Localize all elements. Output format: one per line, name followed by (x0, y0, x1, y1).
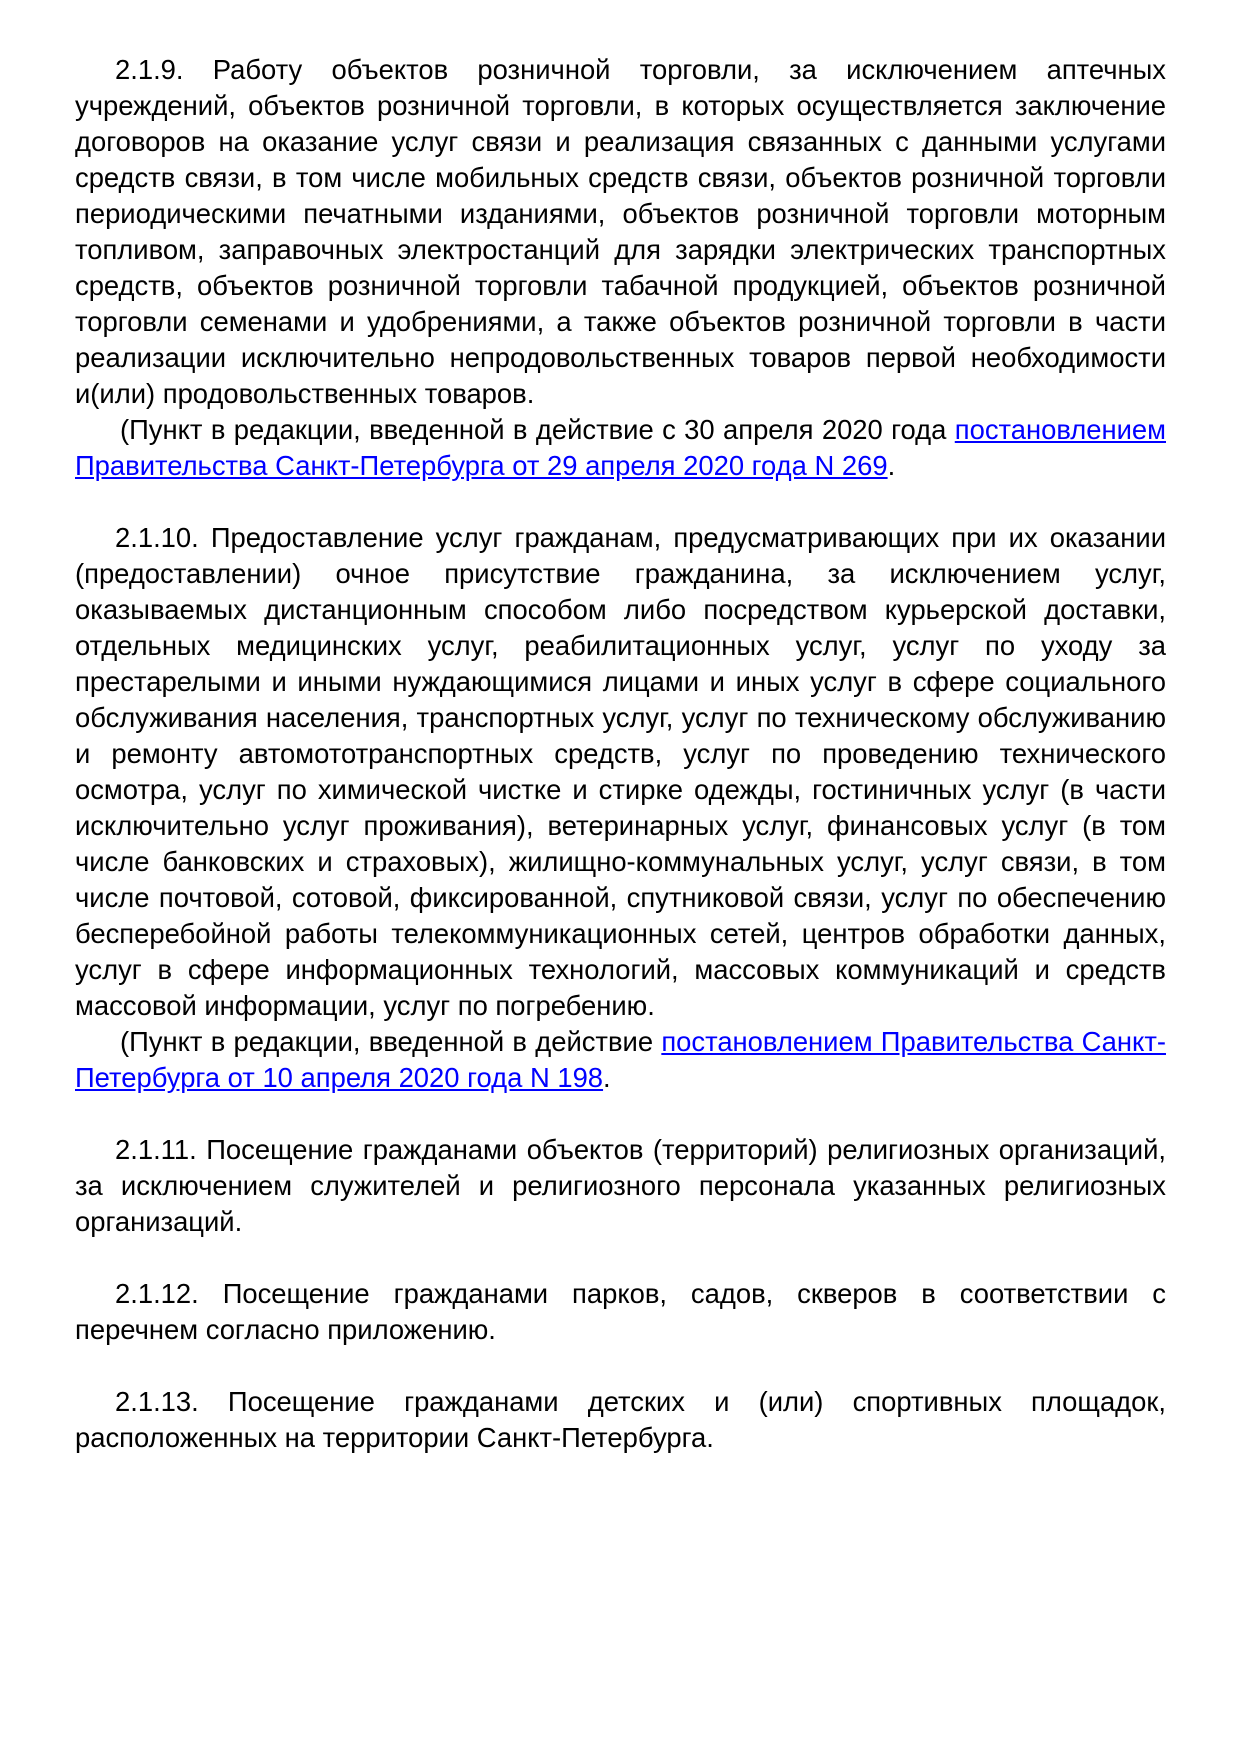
amendment-note-prefix: (Пункт в редакции, введенной в действие (120, 1026, 662, 1057)
clause-2-1-13: 2.1.13. Посещение гражданами детских и (или) спортивных площадок, расположенных на территории Санкт-Петербурга. (75, 1386, 1166, 1453)
decree-link-198[interactable]: постановлением Правительства Санкт-Петербурга от 10 апреля 2020 года N 198 (75, 1026, 1166, 1093)
amendment-note-suffix: . (603, 1062, 611, 1093)
amendment-note-prefix: (Пункт в редакции, введенной в действие с 30 апреля 2020 года (120, 414, 955, 445)
amendment-note-2-1-9 (75, 412, 1166, 484)
clause-2-1-11: 2.1.11. Посещение гражданами объектов (территорий) религиозных организаций, за исключением служителей и религиозного персонала указанных религиозных организаций. (75, 1134, 1166, 1237)
document-body (75, 52, 1166, 1456)
decree-link-269[interactable]: постановлением Правительства Санкт-Петербурга от 29 апреля 2020 года N 269 (75, 414, 1166, 481)
clause-2-1-10: 2.1.10. Предоставление услуг гражданам, предусматривающих при их оказании (предоставлении) очное присутствие гражданина, за исключением услуг, оказываемых дистанционным способом либо посредством курьерской доставки, отдельных медицинских услуг, реабилитационных услуг, услуг по уходу за престарелыми и иными нуждающимися лицами и иных услуг в сфере социального обслуживания населения, транспортных услуг, услуг по техническому обслуживанию и ремонту автомототранспортных средств, услуг по проведению технического осмотра, услуг по химической чистке и стирке одежды, гостиничных услуг (в части исключительно услуг проживания), ветеринарных услуг, финансовых услуг (в том числе банковских и страховых), жилищно-коммунальных услуг, услуг связи, в том числе почтовой, сотовой, фиксированной, спутниковой связи, услуг по обеспечению бесперебойной работы телекоммуникационных сетей, центров обработки данных, услуг в сфере информационных технологий, массовых коммуникаций и средств массовой информации, услуг по погребению. (75, 522, 1166, 1021)
amendment-note-2-1-10 (75, 1024, 1166, 1096)
amendment-note-suffix: . (887, 450, 896, 481)
clause-2-1-9: 2.1.9. Работу объектов розничной торговли, за исключением аптечных учреждений, объектов розничной торговли, в которых осуществляется заключение договоров на оказание услуг связи и реализация связанных с данными услугами средств связи, в том числе мобильных средств связи, объектов розничной торговли периодическими печатными изданиями, объектов розничной торговли моторным топливом, заправочных электростанций для зарядки электрических транспортных средств, объектов розничной торговли табачной продукцией, объектов розничной торговли семенами и удобрениями, а также объектов розничной торговли в части реализации исключительно непродовольственных товаров первой необходимости и(или) продовольственных товаров. (75, 54, 1166, 409)
clause-2-1-12: 2.1.12. Посещение гражданами парков, садов, скверов в соответствии с перечнем согласно приложению. (75, 1278, 1166, 1345)
